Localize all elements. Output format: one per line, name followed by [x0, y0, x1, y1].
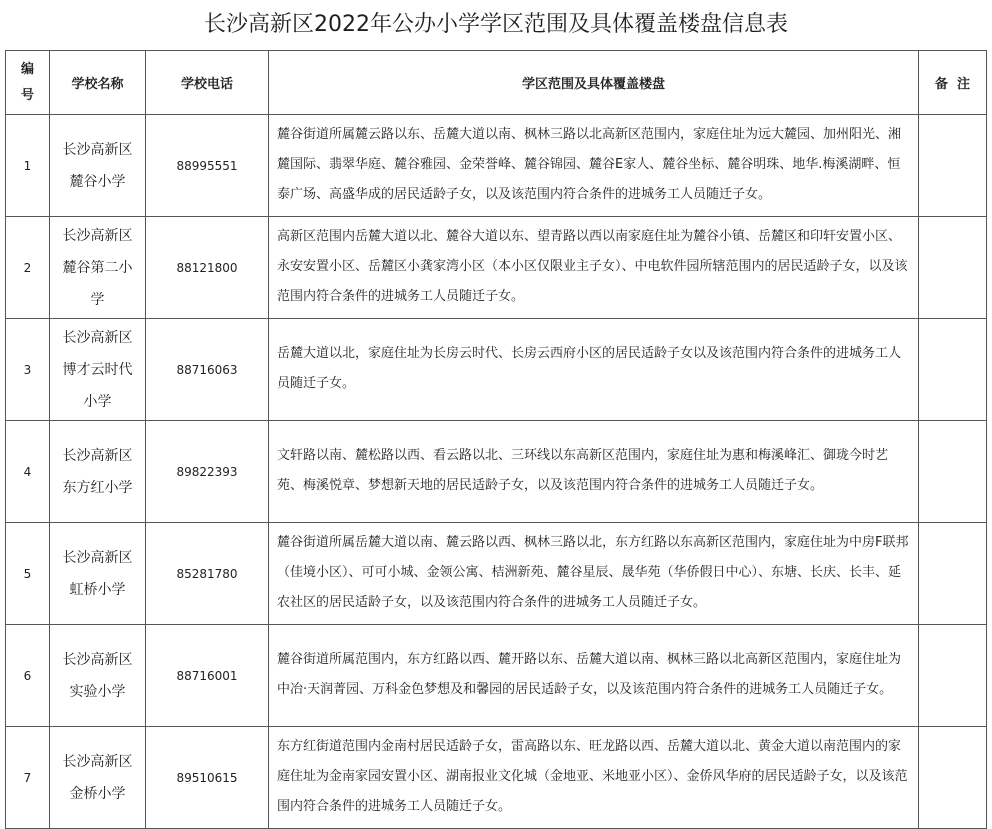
- row-school-name: 长沙高新区麓谷小学: [50, 115, 146, 217]
- row-num: 3: [6, 319, 50, 421]
- school-district-table: [5, 50, 987, 829]
- row-school-tel: 88995551: [146, 115, 269, 217]
- row-remark: [919, 217, 987, 319]
- header-remark: 备 注: [919, 51, 987, 115]
- row-remark: [919, 115, 987, 217]
- row-num: 7: [6, 727, 50, 829]
- table-row: [6, 727, 987, 829]
- table-row: [6, 115, 987, 217]
- row-school-name: 长沙高新区实验小学: [50, 625, 146, 727]
- header-school-tel: 学校电话: [146, 51, 269, 115]
- row-num: 4: [6, 421, 50, 523]
- header-school-name: 学校名称: [50, 51, 146, 115]
- row-num: 5: [6, 523, 50, 625]
- row-district-area: 麓谷街道所属范围内，东方红路以西、麓开路以东、岳麓大道以南、枫林三路以北高新区范围内，家庭住址为中冶·天润菁园、万科金色梦想及和馨园的居民适龄子女，以及该范围内符合条件的进城务工人员随迁子女。: [269, 625, 919, 727]
- row-remark: [919, 421, 987, 523]
- row-district-area: 高新区范围内岳麓大道以北、麓谷大道以东、望青路以西以南家庭住址为麓谷小镇、岳麓区和印轩安置小区、永安安置小区、岳麓区小龚家湾小区（本小区仅限业主子女）、中电软件园所辖范围内的居民适龄子女，以及该范围内符合条件的进城务工人员随迁子女。: [269, 217, 919, 319]
- table-row: [6, 217, 987, 319]
- row-num: 6: [6, 625, 50, 727]
- row-remark: [919, 625, 987, 727]
- row-num: 2: [6, 217, 50, 319]
- row-district-area: 文轩路以南、麓松路以西、看云路以北、三环线以东高新区范围内，家庭住址为惠和梅溪峰汇、御珑今时艺苑、梅溪悦章、梦想新天地的居民适龄子女，以及该范围内符合条件的进城务工人员随迁子女。: [269, 421, 919, 523]
- row-school-name: 长沙高新区东方红小学: [50, 421, 146, 523]
- row-district-area: 东方红街道范围内金南村居民适龄子女，雷高路以东、旺龙路以西、岳麓大道以北、黄金大道以南范围内的家庭住址为金南家园安置小区、湖南报业文化城（金地亚、米地亚小区）、金侨风华府的居民适龄子女，以及该范围内符合条件的进城务工人员随迁子女。: [269, 727, 919, 829]
- row-school-name: 长沙高新区虹桥小学: [50, 523, 146, 625]
- header-num-line1: 编: [20, 61, 34, 77]
- table-row: [6, 319, 987, 421]
- row-school-tel: 88716001: [146, 625, 269, 727]
- row-school-name: 长沙高新区金桥小学: [50, 727, 146, 829]
- row-school-name: 长沙高新区博才云时代小学: [50, 319, 146, 421]
- row-school-tel: 88716063: [146, 319, 269, 421]
- row-district-area: 岳麓大道以北，家庭住址为长房云时代、长房云西府小区的居民适龄子女以及该范围内符合条件的进城务工人员随迁子女。: [269, 319, 919, 421]
- row-school-tel: 89510615: [146, 727, 269, 829]
- row-school-tel: 88121800: [146, 217, 269, 319]
- header-num: [6, 51, 50, 115]
- row-district-area: 麓谷街道所属麓云路以东、岳麓大道以南、枫林三路以北高新区范围内，家庭住址为远大麓园、加州阳光、湘麓国际、翡翠华庭、麓谷雅园、金荣誉峰、麓谷锦园、麓谷E家人、麓谷坐标、麓谷明珠、地华.梅溪湖畔、恒泰广场、高盛华成的居民适龄子女，以及该范围内符合条件的进城务工人员随迁子女。: [269, 115, 919, 217]
- header-district-area: 学区范围及具体覆盖楼盘: [269, 51, 919, 115]
- row-school-tel: 85281780: [146, 523, 269, 625]
- table-row: [6, 523, 987, 625]
- row-school-tel: 89822393: [146, 421, 269, 523]
- table-row: [6, 421, 987, 523]
- row-district-area: 麓谷街道所属岳麓大道以南、麓云路以西、枫林三路以北，东方红路以东高新区范围内，家庭住址为中房F联邦（佳境小区）、可可小城、金领公寓、桔洲新苑、麓谷星辰、晟华苑（华侨假日中心）、东塘、长庆、长丰、延农社区的居民适龄子女，以及该范围内符合条件的进城务工人员随迁子女。: [269, 523, 919, 625]
- row-num: 1: [6, 115, 50, 217]
- header-row: [6, 51, 987, 115]
- row-remark: [919, 523, 987, 625]
- header-num-line2: 号: [20, 87, 34, 103]
- page-title: 长沙高新区2022年公办小学学区范围及具体覆盖楼盘信息表: [204, 12, 788, 37]
- table-row: [6, 625, 987, 727]
- row-school-name: 长沙高新区麓谷第二小学: [50, 217, 146, 319]
- row-remark: [919, 727, 987, 829]
- row-remark: [919, 319, 987, 421]
